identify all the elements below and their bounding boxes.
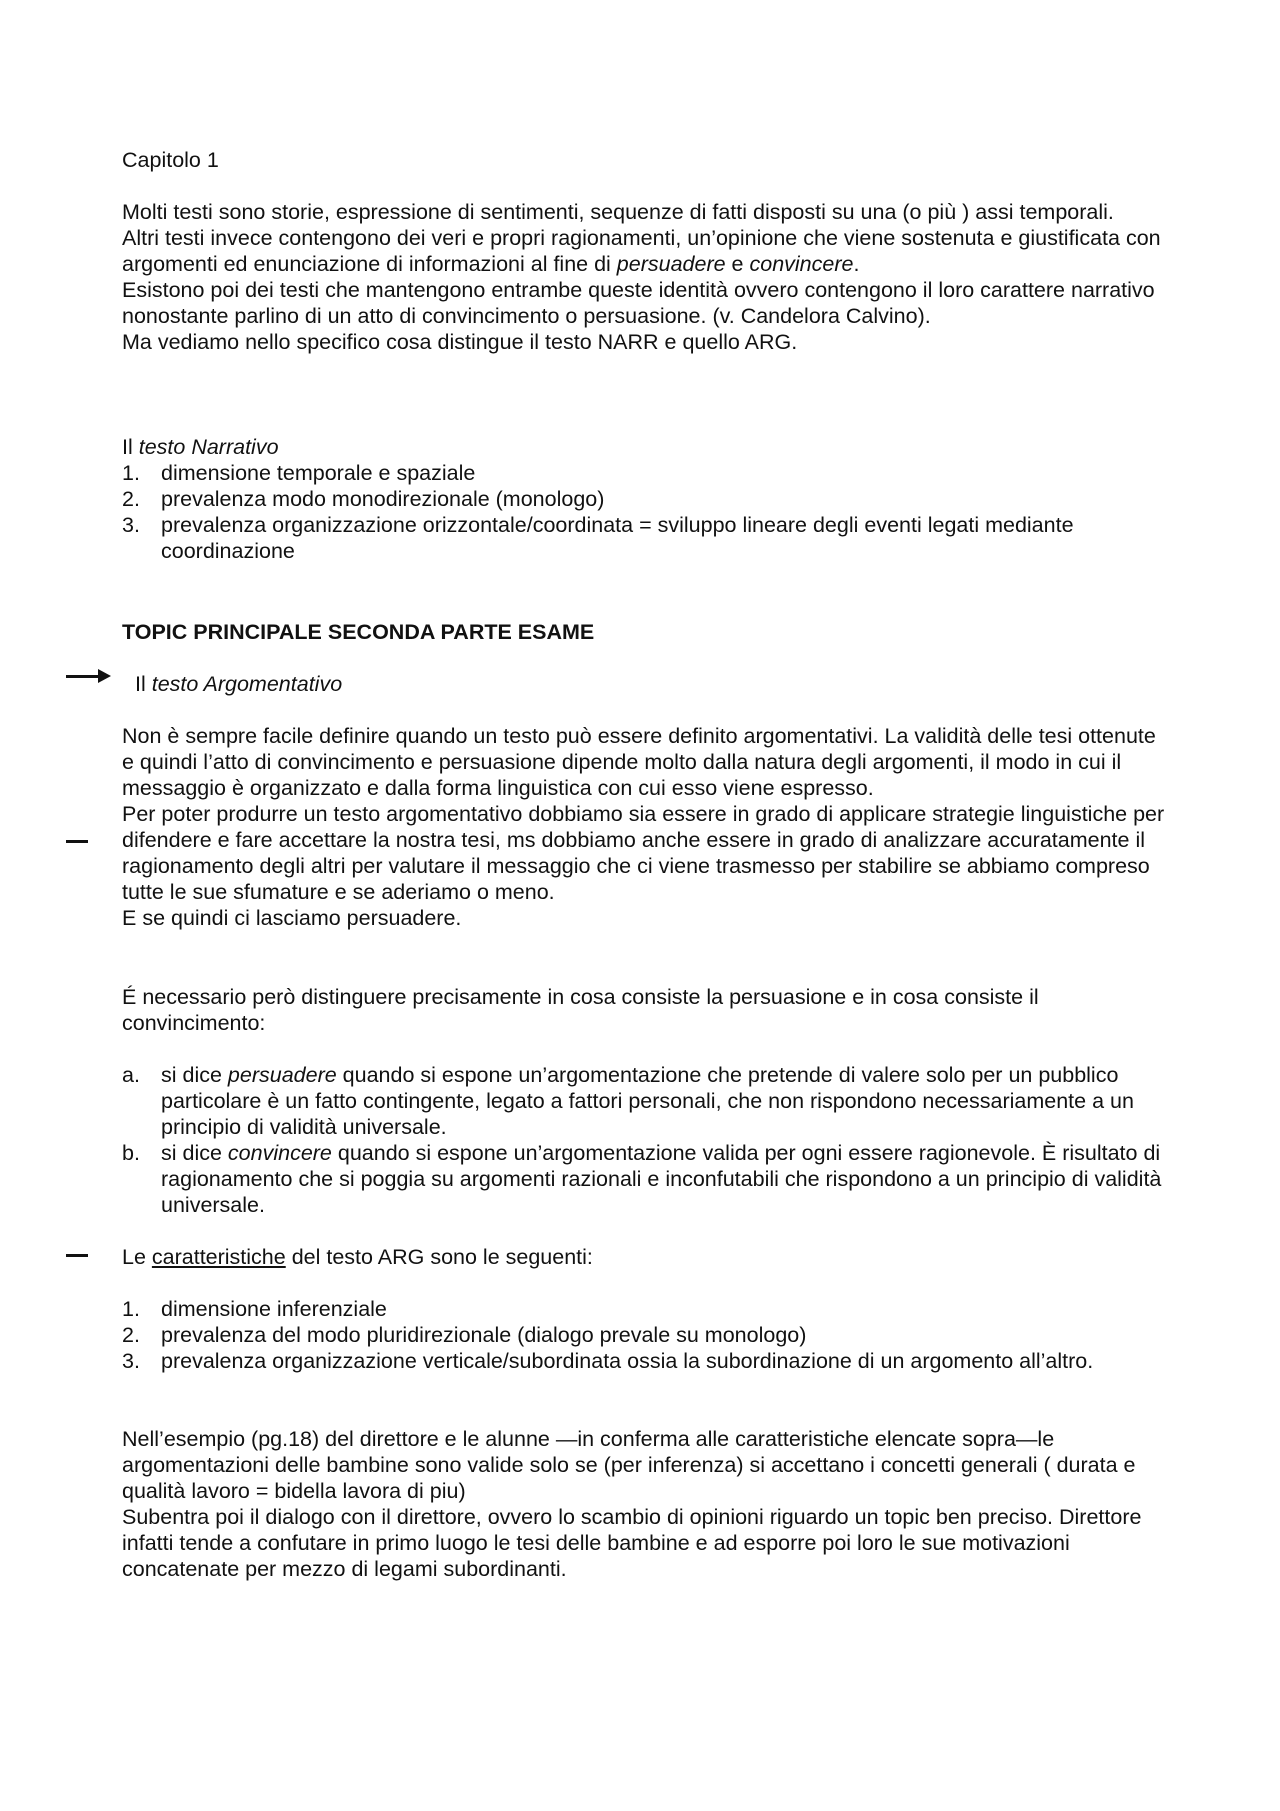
list-text: prevalenza modo monodirezionale (monologo) [161,487,605,511]
esempio-paragraph-2: Subentra poi il dialogo con il direttore, ovvero lo scambio di opinioni riguardo un topic ben preciso. Direttore infatti tende a confutare in primo luogo le tesi delle bambine e ad esporre poi loro le sue motivazioni concatenate per mezzo di legami subordinanti. [122,1505,1142,1581]
definition-letter: a. [122,1063,140,1087]
topic-section [122,619,1172,645]
intro-text: . [853,252,860,276]
argomentativo-heading-block [135,671,1185,697]
list-item [122,1322,1172,1348]
caratteristiche-underlined: caratteristiche [151,1245,286,1269]
topic-heading: TOPIC PRINCIPALE SECONDA PARTE ESAME [122,620,595,644]
argomentativo-paragraph-2: Per poter produrre un testo argomentativo dobbiamo sia essere in grado di applicare strategie linguistiche per difendere e fare accettare la nostra tesi, ms dobbiamo anche essere in grado di analizzare accuratamente il ragionamento degli altri per valutare il messaggio che ci viene trasmesso per stabilire se abbiamo compreso tutte le sue sfumature e se aderiamo o meno. [122,802,1165,904]
list-text: dimensione temporale e spaziale [161,461,476,485]
definition-item [122,1140,1172,1218]
caratteristiche-intro [122,1244,1172,1270]
list-item [122,460,1172,486]
definition-item [122,1062,1172,1140]
heading-prefix: Il [135,672,152,696]
argomentativo-paragraph-1: Non è sempre facile definire quando un testo può essere definito argomentativi. La validità delle tesi ottenute e quindi l’atto di convincimento e persuasione dipende molto dalla natura degli argomenti, il modo in cui il messaggio è organizzato e dalla forma linguistica con cui esso viene espresso. [122,724,1156,800]
esempio-paragraph-1: Nell’esempio (pg.18) del direttore e le alunne —in conferma alle caratteristiche elencate sopra—le argomentazioni delle bambine sono valide solo se (per inferenza) si accettano i concetti generali ( durata e qualità lavoro = bidella lavora di piu) [122,1427,1136,1503]
definition-term: persuadere [227,1063,337,1087]
caratteristiche-text: del testo ARG sono le seguenti: [285,1245,593,1269]
definizioni-section [122,1062,1172,1218]
list-number: 2. [122,487,140,511]
narrativo-heading [122,434,1172,460]
distinzione-section [122,984,1172,1036]
chapter-title-block [122,147,1172,173]
intro-paragraph-1: Molti testi sono storie, espressione di sentimenti, sequenze di fatti disposti su una (o più ) assi temporali. [122,200,1114,224]
esempio-section [122,1426,1172,1582]
caratteristiche-list [122,1296,1172,1374]
caratteristiche-intro-block [122,1244,1172,1270]
list-item [122,486,1172,512]
argomentativo-section [122,723,1172,931]
intro-paragraph-4: Ma vediamo nello specifico cosa distingue il testo NARR e quello ARG. [122,330,798,354]
caratteristiche-text: Le [122,1245,152,1269]
definition-text: si dice [161,1141,228,1165]
definition-term: convincere [227,1141,332,1165]
definition-text: si dice [161,1063,228,1087]
dash-mark-icon [66,840,88,843]
list-item [122,1296,1172,1322]
narrativo-section [122,434,1172,564]
arrow-mark-icon [66,675,100,678]
list-item [122,512,1172,564]
definition-text: quando si espone un’argomentazione valida per ogni essere ragionevole. È risultato di ragionamento che si poggia su argomenti razionali e inconfutabili che rispondono a un principio di validità universale. [161,1141,1162,1217]
list-number: 2. [122,1323,140,1347]
list-number: 3. [122,1349,140,1373]
intro-em-convincere: convincere [749,252,854,276]
distinzione-paragraph: É necessario però distinguere precisamente in cosa consiste la persuasione e in cosa consiste il convincimento: [122,985,1039,1035]
intro-em-persuadere: persuadere [616,252,726,276]
list-number: 1. [122,461,140,485]
list-number: 1. [122,1297,140,1321]
heading-em: testo Narrativo [138,435,279,459]
list-text: dimensione inferenziale [161,1297,387,1321]
chapter-title: Capitolo 1 [122,148,219,172]
argomentativo-heading [135,671,1185,697]
intro-text: Altri testi invece contengono dei veri e propri ragionamenti, un’opinione che viene sostenuta e giustificata con argomenti ed enunciazione di informazioni al fine di [122,226,1161,276]
definition-text: quando si espone un’argomentazione che pretende di valere solo per un pubblico particolare è un fatto contingente, legato a fattori personali, che non rispondono necessariamente a un principio di validità universale. [161,1063,1134,1139]
heading-em: testo Argomentativo [151,672,343,696]
dash-mark-icon [66,1254,88,1257]
intro-paragraph-3: Esistono poi dei testi che mantengono entrambe queste identità ovvero contengono il loro carattere narrativo nonostante parlino di un atto di convincimento o persuasione. (v. Candelora Calvino). [122,278,1155,328]
list-item [122,1348,1172,1374]
intro-text: e [725,252,750,276]
list-number: 3. [122,513,140,537]
list-text: prevalenza organizzazione verticale/subordinata ossia la subordinazione di un argomento all’altro. [161,1349,1094,1373]
arrow-head-icon [98,669,111,683]
definition-letter: b. [122,1141,140,1165]
list-text: prevalenza organizzazione orizzontale/coordinata = sviluppo lineare degli eventi legati mediante coordinazione [161,513,1074,563]
intro-paragraph-2 [122,225,1172,277]
intro-section [122,199,1172,355]
heading-prefix: Il [122,435,139,459]
list-text: prevalenza del modo pluridirezionale (dialogo prevale su monologo) [161,1323,807,1347]
argomentativo-paragraph-3: E se quindi ci lasciamo persuadere. [122,906,462,930]
